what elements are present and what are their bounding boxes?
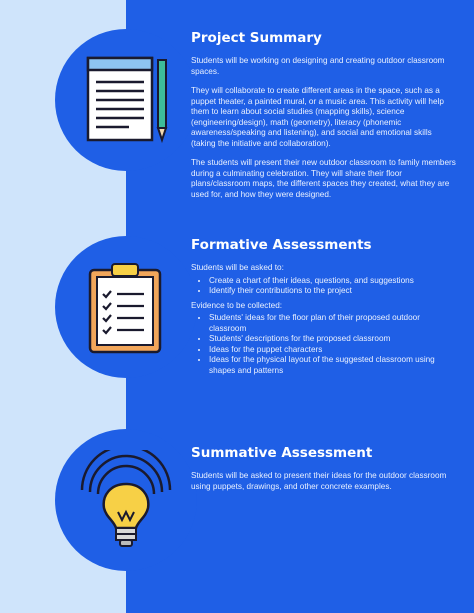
list-item: • Students' ideas for the floor plan of their proposed outdoor classroom xyxy=(209,313,456,334)
summative-title: Summative Assessment xyxy=(191,445,373,461)
list-item: • Ideas for the puppet characters xyxy=(209,345,456,356)
clipboard-checklist-icon xyxy=(74,258,178,362)
formative-section xyxy=(191,237,456,380)
list-item: • Identify their contributions to the project xyxy=(209,286,456,297)
formative-intro: Students will be asked to: xyxy=(191,263,284,272)
list-item: • Ideas for the physical layout of the suggested classroom using shapes and patterns xyxy=(209,355,456,376)
project-summary-p1: Students will be working on designing and creating outdoor classroom spaces. xyxy=(191,56,445,76)
formative-title: Formative Assessments xyxy=(191,237,372,253)
summative-section xyxy=(191,445,456,501)
project-summary-p3: The students will present their new outdoor classroom to family members during a culminating celebration. They will share their floor plans/classroom maps, the different spaces they created, what they are used for, and how they were designed. xyxy=(191,158,456,199)
project-summary-section xyxy=(191,30,456,209)
list-item: • Students' descriptions for the proposed classroom xyxy=(209,334,456,345)
summative-p1: Students will be asked to present their ideas for the outdoor classroom using puppets, drawings, and other concrete examples. xyxy=(191,471,447,491)
lightbulb-icon xyxy=(74,450,178,554)
project-summary-p2: They will collaborate to create different areas in the space, such as a puppet theater, a painted mural, or a music area. This activity will help them to learn about social studies (mapping skills), science (engineering/design), math (geometry), literacy (phonemic awareness/speaking and listening), and social and emotional skills (taking the initiative and collaboration). xyxy=(191,86,444,148)
evidence-list xyxy=(191,313,456,376)
list-item: • Create a chart of their ideas, questions, and suggestions xyxy=(209,276,456,287)
formative-asks-list xyxy=(191,276,456,297)
evidence-label: Evidence to be collected: xyxy=(191,300,283,310)
notebook-pencil-icon xyxy=(74,50,178,154)
project-summary-title: Project Summary xyxy=(191,30,322,46)
